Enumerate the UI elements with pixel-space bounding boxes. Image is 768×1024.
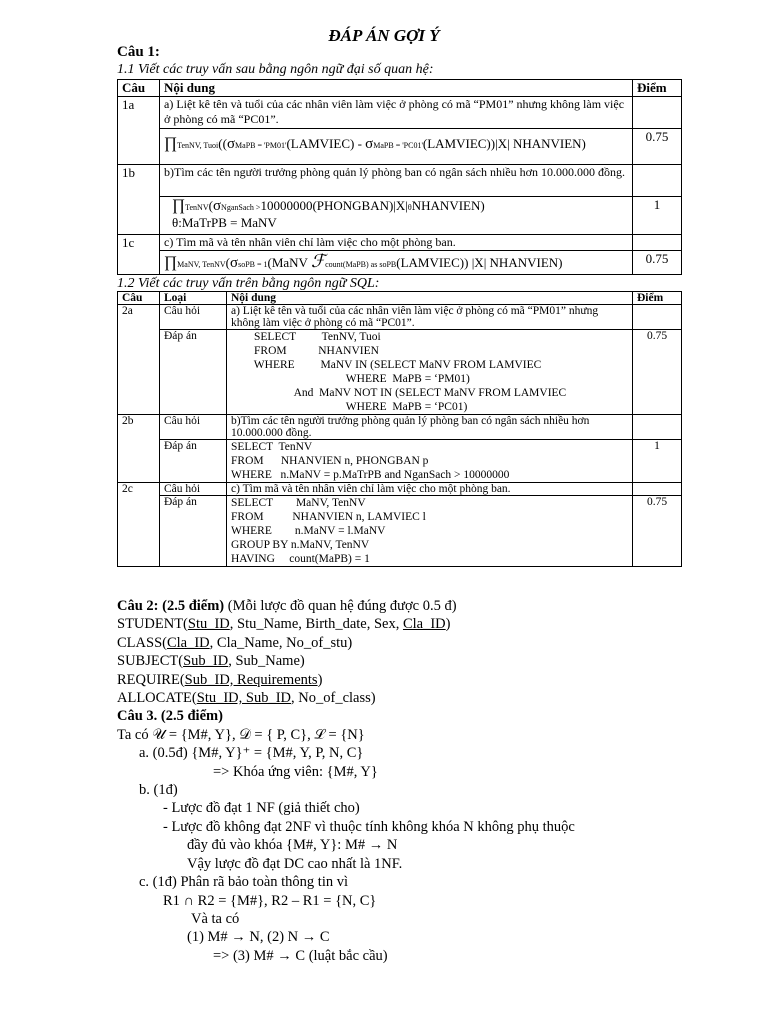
- header-diem: Điểm: [633, 80, 682, 97]
- row-id: 1c: [118, 235, 160, 275]
- q3-line: - Lược đồ không đạt 2NF vì thuộc tính không khóa N không phụ thuộc: [163, 818, 575, 835]
- score-empty: [633, 305, 682, 330]
- schema-subject: SUBJECT(Sub_ID, Sub_Name): [117, 653, 305, 670]
- question-3-heading: Câu 3. (2.5 điểm): [117, 708, 223, 725]
- row-id: 2a: [118, 305, 160, 415]
- q3-line: (1) M# → N, (2) N → C: [187, 929, 330, 946]
- row-id: 2b: [118, 415, 160, 483]
- q3-line: Và ta có: [191, 910, 240, 927]
- score-empty: [633, 483, 682, 496]
- algebra-answer: ∏MaNV, TenNV(σsoPB = 1(MaNV ℱcount(MaPB) as soPB(LAMVIEC)) |X| NHANVIEN): [160, 251, 633, 275]
- q3-line: - Lược đồ đạt 1 NF (giả thiết cho): [163, 800, 360, 817]
- sql-answer: SELECT MaNV, TenNV FROM NHANVIEN n, LAMVIEC l WHERE n.MaNV = l.MaNV GROUP BY n.MaNV, TenNV HAVING count(MaPB) = 1: [227, 496, 633, 567]
- schema-student: STUDENT(Stu_ID, Stu_Name, Birth_date, Sex, Cla_ID): [117, 616, 451, 633]
- header-noi-dung: Nội dung: [160, 80, 633, 97]
- sql-answer: SELECT TenNV, Tuoi FROM NHANVIEN WHERE MaNV IN (SELECT MaNV FROM LAMVIEC WHERE MaPB = ‘PM01) And MaNV NOT IN (SELECT MaNV FROM LAMVIEC WHERE MaPB = ‘PC01): [227, 330, 633, 415]
- type-question: Câu hỏi: [160, 305, 227, 330]
- q3-line: Ta có 𝒰 = {M#, Y}, 𝒟 = { P, C}, ℒ = {N}: [117, 726, 365, 743]
- section-1-2-heading: 1.2 Viết các truy vấn trên bằng ngôn ngữ SQL:: [117, 276, 380, 291]
- score-empty: [633, 165, 682, 197]
- section-1-1-heading: 1.1 Viết các truy vấn sau bằng ngôn ngữ đại số quan hệ:: [117, 62, 434, 77]
- page-title: ĐÁP ÁN GỢI Ý: [328, 26, 440, 45]
- question-text: b)Tìm các tên người trưởng phòng quản lý phòng ban có ngân sách nhiều hơn 10.000.000 đồng.: [160, 165, 633, 197]
- row-id: 1a: [118, 97, 160, 165]
- schema-class: CLASS(Cla_ID, Cla_Name, No_of_stu): [117, 634, 353, 651]
- schema-allocate: ALLOCATE(Stu_ID, Sub_ID, No_of_class): [117, 690, 376, 707]
- header-diem: Điểm: [633, 292, 682, 305]
- question-text: b)Tìm các tên người trưởng phòng quản lý phòng ban có ngân sách nhiều hơn 10.000.000 đồng.: [227, 415, 633, 440]
- sql-table: [117, 291, 682, 567]
- score: 0.75: [633, 251, 682, 275]
- theta-condition: θ:MaTrPB = MaNV: [172, 215, 277, 230]
- score: 0.75: [633, 330, 682, 415]
- header-loai: Loại: [160, 292, 227, 305]
- algebra-answer: ∏TenNV, Tuoi((σMaPB = 'PM01'(LAMVIEC) - σMaPB = 'PC01'(LAMVIEC))|X| NHANVIEN): [160, 129, 633, 165]
- score-empty: [633, 235, 682, 251]
- question-text: a) Liệt kê tên và tuổi của các nhân viên làm việc ở phòng có mã “PM01” nhưng không làm việc ở phòng có mã “PC01”.: [227, 305, 633, 330]
- header-cau: Câu: [118, 80, 160, 97]
- q3-line: => Khóa ứng viên: {M#, Y}: [213, 763, 378, 780]
- q3-line: R1 ∩ R2 = {M#}, R2 – R1 = {N, C}: [163, 892, 377, 909]
- type-answer: Đáp án: [160, 330, 227, 415]
- q3-line: c. (1đ) Phân rã bảo toàn thông tin vì: [139, 874, 348, 891]
- question-text: a) Liệt kê tên và tuổi của các nhân viên làm việc ở phòng có mã “PM01” nhưng không làm việc ở phòng có mã “PC01”.: [160, 97, 633, 129]
- q3-line: đầy đủ vào khóa {M#, Y}: M# → N: [187, 837, 398, 854]
- score-empty: [633, 97, 682, 129]
- row-id: 2c: [118, 483, 160, 567]
- q3-line: a. (0.5đ) {M#, Y}⁺ = {M#, Y, P, N, C}: [139, 745, 364, 762]
- header-noi-dung: Nội dung: [227, 292, 633, 305]
- q3-line: Vậy lược đồ đạt DC cao nhất là 1NF.: [187, 855, 403, 872]
- algebra-answer: ∏TenNV(σNganSach >10000000(PHONGBAN)|X|θNHANVIEN) θ:MaTrPB = MaNV: [160, 197, 633, 235]
- relational-algebra-table: [117, 79, 682, 275]
- score: 0.75: [633, 496, 682, 567]
- question-2-heading: Câu 2: (2.5 điểm) (Mỗi lược đồ quan hệ đúng được 0.5 đ): [117, 598, 457, 614]
- sql-answer: SELECT TenNV FROM NHANVIEN n, PHONGBAN p WHERE n.MaNV = p.MaTrPB and NganSach > 10000000: [227, 440, 633, 483]
- question-text: c) Tìm mã và tên nhân viên chỉ làm việc cho một phòng ban.: [227, 483, 633, 496]
- type-answer: Đáp án: [160, 496, 227, 567]
- q3-line: b. (1đ): [139, 782, 178, 799]
- question-1-heading: Câu 1:: [117, 44, 160, 60]
- score: 1: [633, 197, 682, 235]
- score-empty: [633, 415, 682, 440]
- header-cau: Câu: [118, 292, 160, 305]
- type-answer: Đáp án: [160, 440, 227, 483]
- schema-require: REQUIRE(Sub_ID, Requirements): [117, 671, 323, 688]
- score: 0.75: [633, 129, 682, 165]
- q3-line: => (3) M# → C (luật bắc cầu): [213, 947, 388, 964]
- type-question: Câu hỏi: [160, 415, 227, 440]
- type-question: Câu hỏi: [160, 483, 227, 496]
- questions-2-3: [117, 597, 575, 965]
- row-id: 1b: [118, 165, 160, 235]
- score: 1: [633, 440, 682, 483]
- question-text: c) Tìm mã và tên nhân viên chỉ làm việc cho một phòng ban.: [160, 235, 633, 251]
